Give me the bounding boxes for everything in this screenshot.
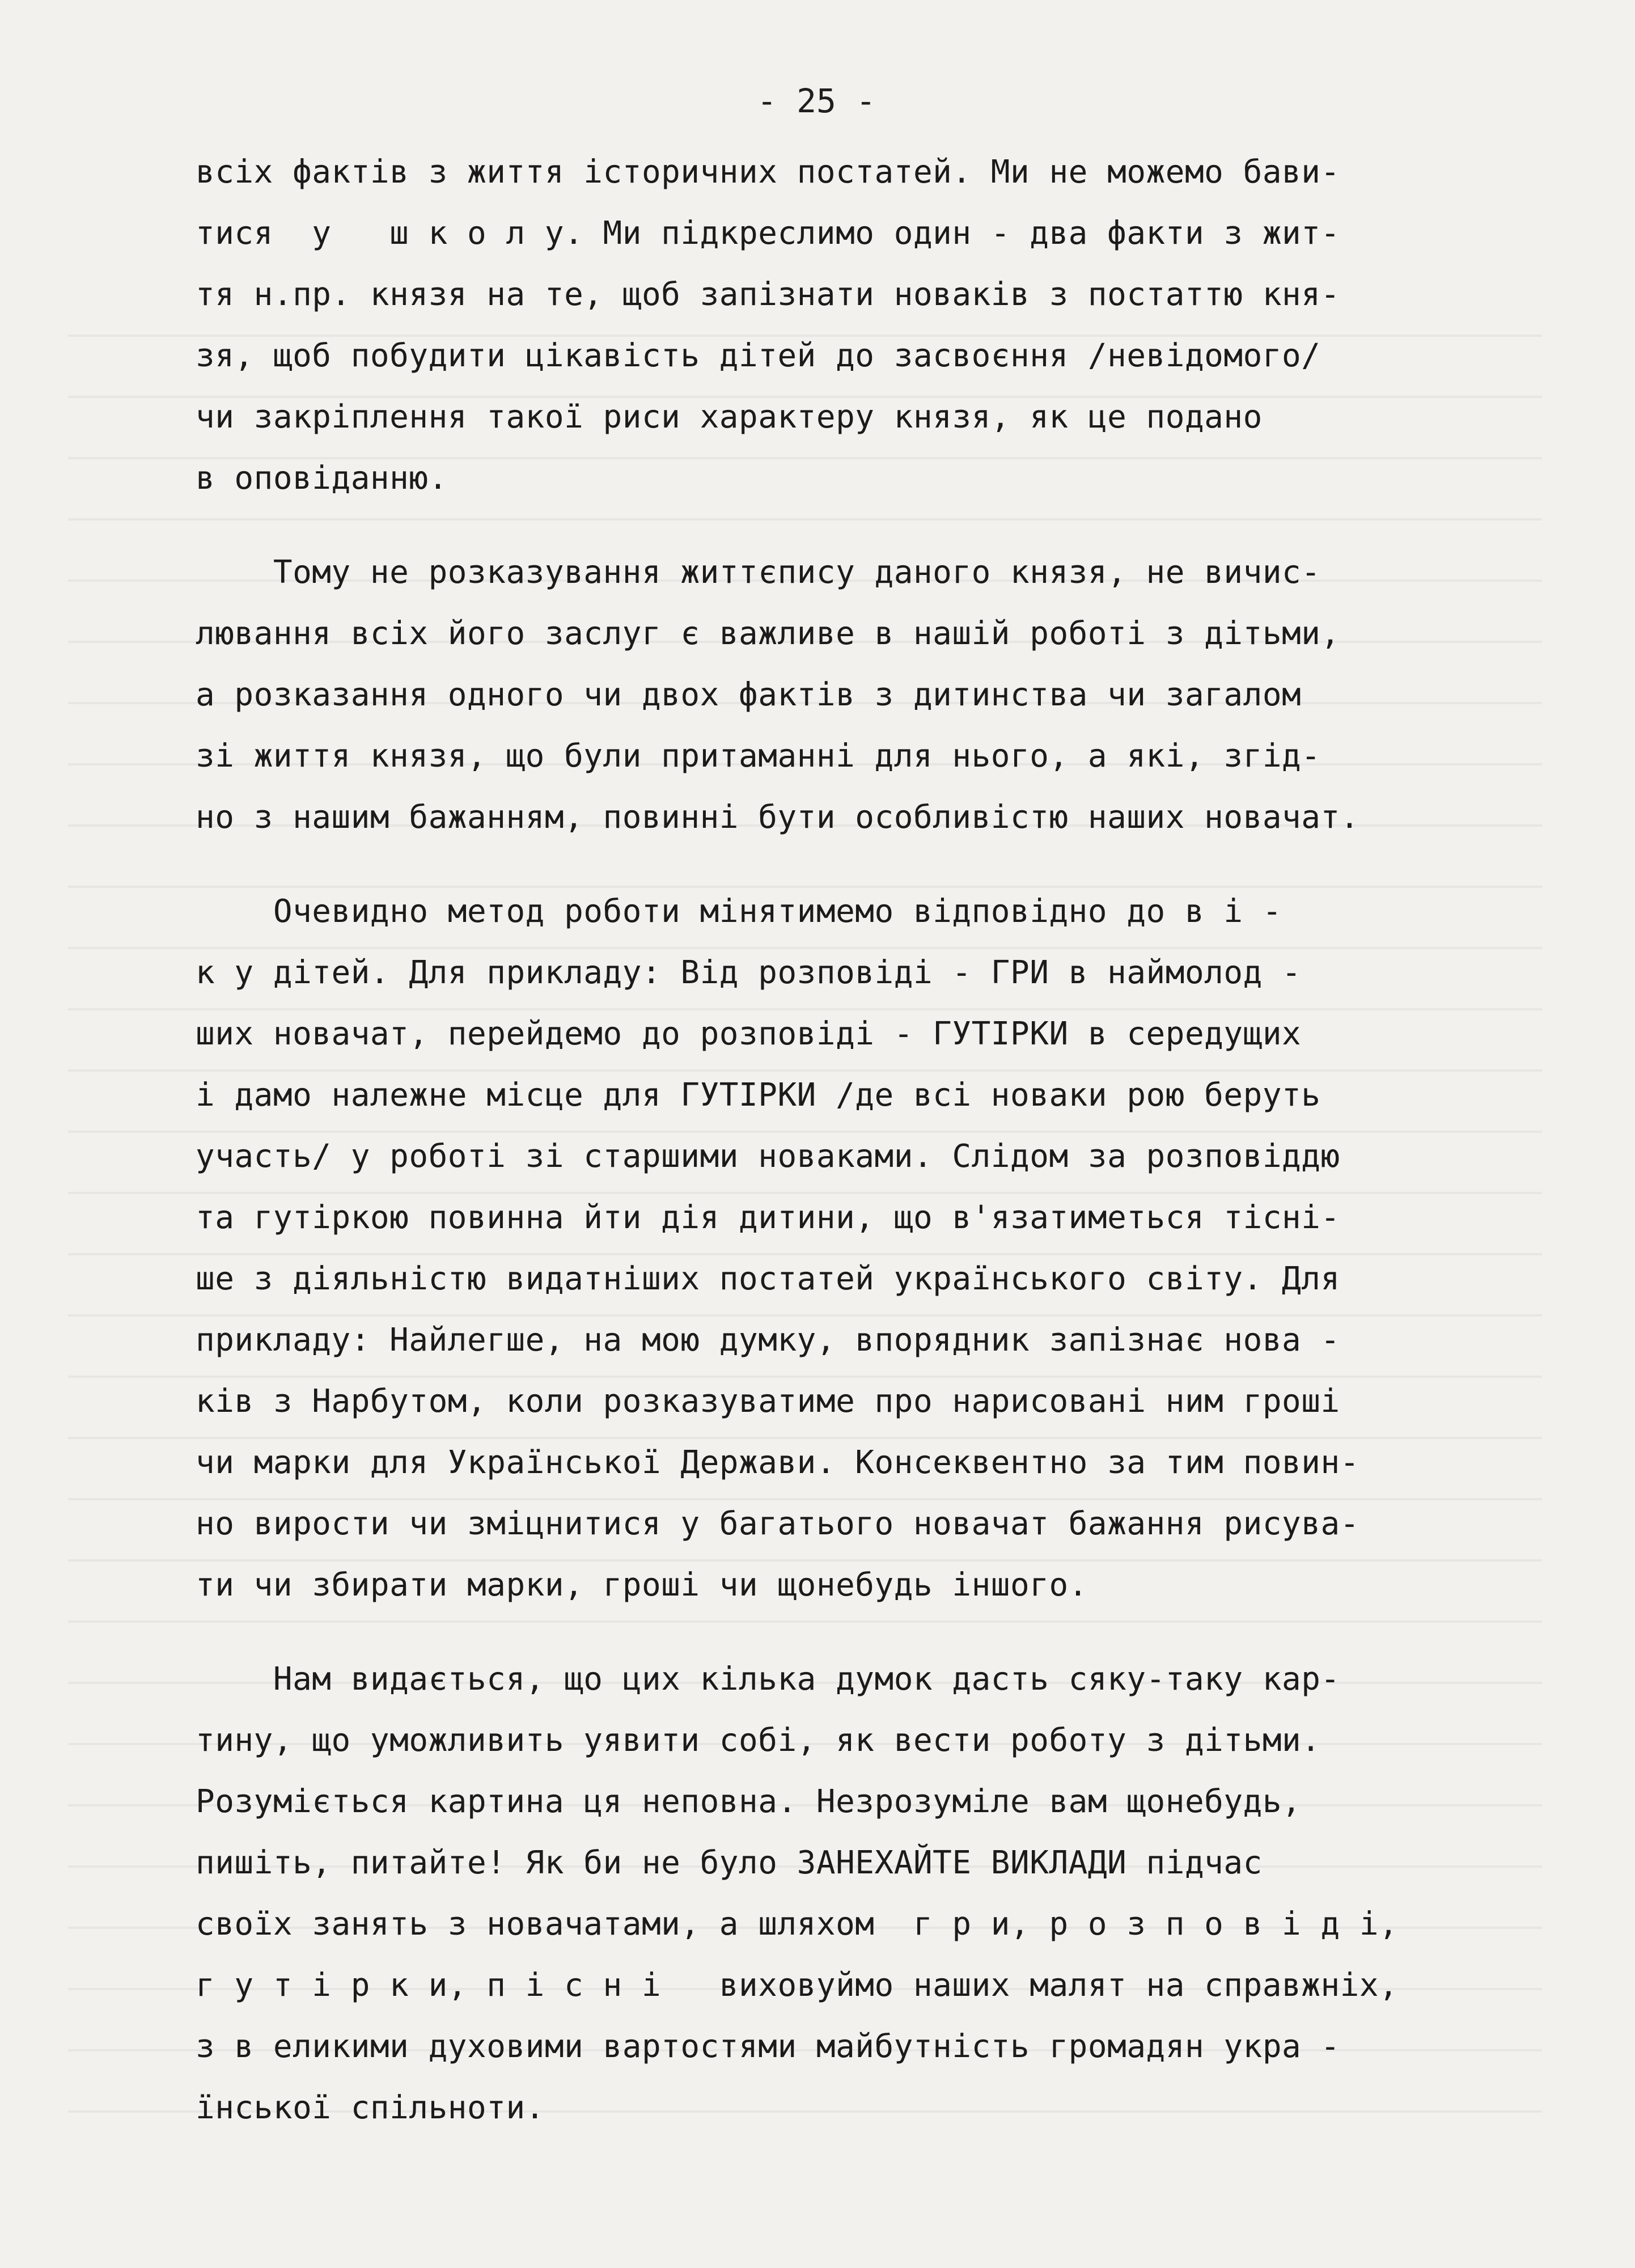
page-number: - 25 - xyxy=(757,82,876,120)
text-line: Очевидно метод роботи мінятимемо відповідно до в і - xyxy=(196,893,1282,930)
text-line: но вирости чи зміцнитися у багатього новачат бажання рисува- xyxy=(196,1505,1359,1542)
text-line: ших новачат, перейдемо до розповіді - ГУТІРКИ в середущих xyxy=(196,1015,1302,1052)
text-line: чи марки для Української Держави. Консеквентно за тим повин- xyxy=(196,1444,1359,1481)
text-line: Нам видається, що цих кілька думок дасть сяку-таку кар- xyxy=(196,1661,1340,1698)
text-line: ти чи збирати марки, гроші чи щонебудь іншого. xyxy=(196,1567,1088,1603)
text-line: к у дітей. Для прикладу: Від розповіді - ГРИ в наймолод - xyxy=(196,954,1302,991)
text-line: но з нашим бажанням, повинні бути особливістю наших новачат. xyxy=(196,799,1359,836)
text-line: всіх фактів з життя історичних постатей. Ми не можемо бави- xyxy=(196,154,1340,191)
text-line: г у т і р к и, п і с н і виховуймо наших малят на справжніх, xyxy=(196,1967,1399,2004)
text-line: лювання всіх його заслуг є важливе в нашій роботі з дітьми, xyxy=(196,615,1340,652)
text-line: тину, що уможливить уявити собі, як вести роботу з дітьми. xyxy=(196,1722,1321,1759)
text-line: зя, щоб побудити цікавість дітей до засвоєння /невідомого/ xyxy=(196,337,1321,374)
text-line: тя н.пр. князя на те, щоб запізнати новаків з постаттю кня- xyxy=(196,276,1340,313)
text-line: участь/ у роботі зі старшими новаками. Слідом за розповіддю xyxy=(196,1138,1340,1175)
text-line: ше з діяльністю видатніших постатей українського світу. Для xyxy=(196,1260,1340,1297)
text-line: Розуміється картина ця неповна. Незрозуміле вам щонебудь, xyxy=(196,1783,1302,1820)
text-line: своїх занять з новачатами, а шляхом г р и, р о з п о в і д і, xyxy=(196,1906,1399,1943)
text-line: їнської спільноти. xyxy=(196,2089,545,2126)
text-line: і дамо належне місце для ГУТІРКИ /де всі новаки рою беруть xyxy=(196,1077,1321,1114)
text-line: пишіть, питайте! Як би не було ЗАНЕХАЙТЕ ВИКЛАДИ підчас xyxy=(196,1844,1263,1881)
text-line: прикладу: Найлегше, на мою думку, впорядник запізнає нова - xyxy=(196,1322,1340,1359)
text-line: зі життя князя, що були притаманні для нього, а які, згід- xyxy=(196,738,1321,775)
text-line: та гутіркою повинна йти дія дитини, що в'язатиметься тісні- xyxy=(196,1199,1340,1236)
paragraph xyxy=(196,1649,1522,2139)
text-line: ків з Нарбутом, коли розказуватиме про нарисовані ним гроші xyxy=(196,1383,1340,1420)
text-line: а розказання одного чи двох фактів з дитинства чи загалом xyxy=(196,676,1302,713)
paragraph xyxy=(196,542,1522,848)
paragraph xyxy=(196,881,1522,1616)
text-line: Тому не розказування життєпису даного князя, не вичис- xyxy=(196,554,1321,591)
paragraph xyxy=(196,142,1522,509)
text-line: в оповіданню. xyxy=(196,460,448,497)
text-line: чи закріплення такої риси характеру князя, як це подано xyxy=(196,399,1263,435)
text-line: тися у ш к о л у. Ми підкреслимо один - два факти з жит- xyxy=(196,215,1340,252)
body-text xyxy=(196,142,1522,2139)
text-line: з в еликими духовими вартостями майбутність громадян укра - xyxy=(196,2028,1340,2065)
